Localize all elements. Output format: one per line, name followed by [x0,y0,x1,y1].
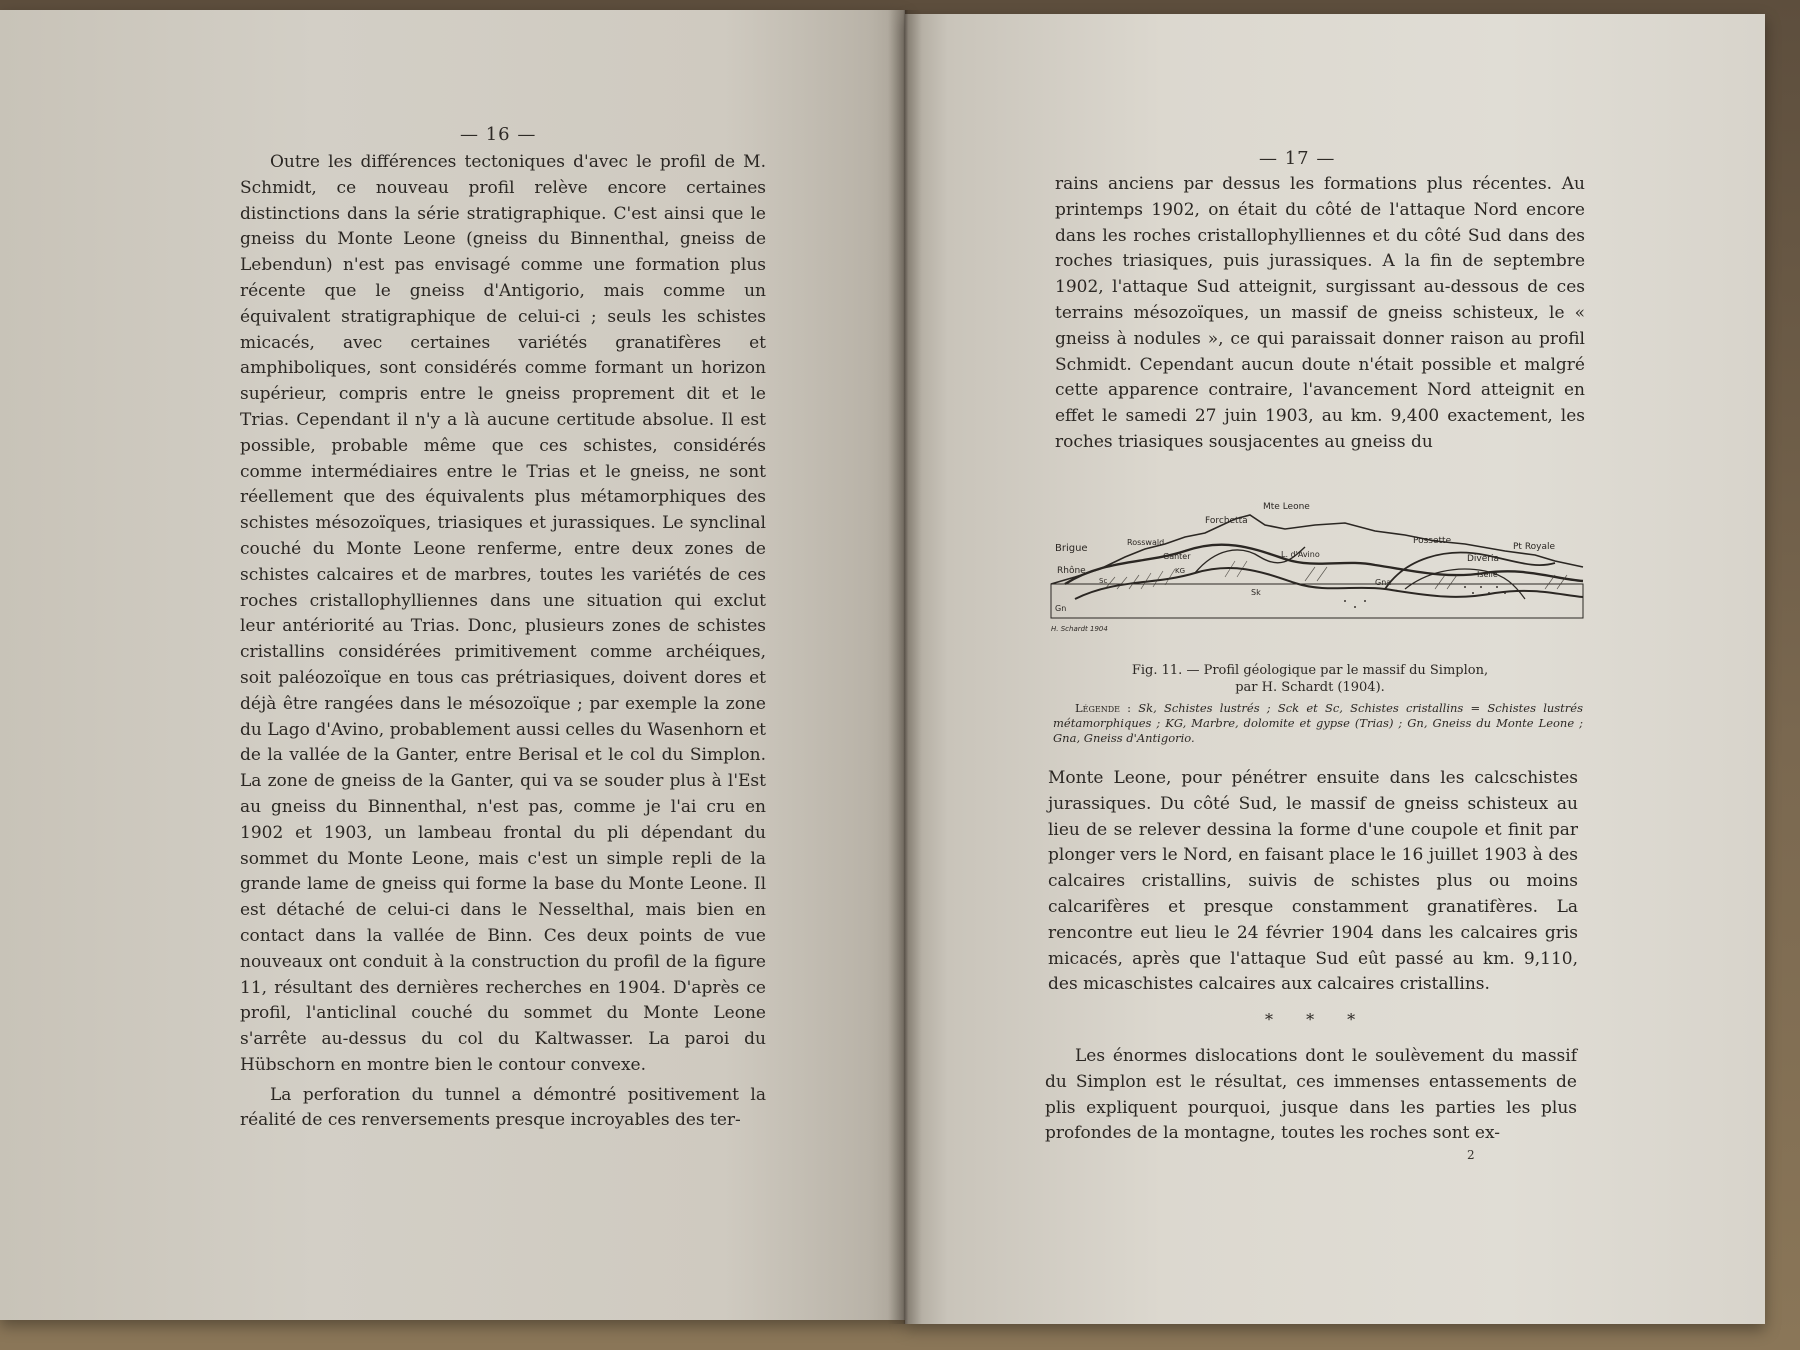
label-sc: Sc [1099,577,1108,585]
right-page-mid-text [1048,766,1578,998]
right-page-bottom-text [1045,1044,1577,1147]
book-gutter [888,10,922,1324]
label-pt-royale: Pt Royale [1513,542,1556,552]
page-number-16: — 16 — [460,124,537,145]
figure-caption-line-2: par H. Schardt (1904). [1235,680,1385,695]
page-number-17: — 17 — [1259,148,1336,169]
legend-text: Sk, Schistes lustrés ; Sck et Sc, Schistes cristallins = Schistes lustrés métamorphiques ; KG, Marbre, dolomite et gypse (Trias) ; Gn, Gneiss du Monte Leone ; Gna, Gneiss d'Antigorio. [1053,701,1583,745]
label-iselle: Iselle [1477,570,1498,579]
label-lago-avino: L. d'Avino [1281,550,1320,559]
right-paragraph-mid: Monte Leone, pour pénétrer ensuite dans les calcschistes jurassiques. Du côté Sud, le massif de gneiss schisteux au lieu de se relever dessina la forme d'une coupole et finit par plonger vers le Nord, en faisant place le 16 juillet 1903 à des calcaires cristallins, suivis de schistes plus ou moins calcarifères et presque constamment granatifères. La rencontre eut lieu le 24 février 1904 dans les calcaires gris micacés, après que l'attaque Sud eût passé au km. 9,110, des micaschistes calcaires aux calcaires cristallins. [1048,768,1578,995]
section-break-stars: * * * [1265,1010,1370,1029]
geologic-profile-figure [1045,489,1585,644]
figure-caption [1055,662,1565,696]
geologic-profile-drawing [1045,489,1585,644]
left-page [0,10,905,1320]
label-brigue: Brigue [1055,543,1088,554]
right-paragraph-top: rains anciens par dessus les formations plus récentes. Au printemps 1902, on était du côté de l'attaque Nord encore dans les roches cristallophylliennes et du côté Sud dans des roches triasiques, puis jurassiques. A la fin de septembre 1902, l'attaque Sud atteignit, surgissant au-dessous de ces terrains mésozoïques, un massif de gneiss schisteux, le « gneiss à nodules », ce qui paraissait donner raison au profil Schmidt. Cependant aucun doute n'était possible et malgré cette apparence contraire, l'avancement Nord atteignit en effet le samedi 27 juin 1903, au km. 9,400 exactement, les roches triasiques sousjacentes au gneiss du [1055,174,1585,452]
label-sk: Sk [1251,588,1261,597]
left-page-body [240,150,766,1134]
label-forchetta: Forchetta [1205,516,1248,526]
label-kg: KG [1175,567,1186,575]
label-possette: Possette [1413,536,1452,546]
label-rhone: Rhône [1057,566,1086,576]
right-page [905,14,1765,1324]
label-diveria: Diveria [1467,554,1500,564]
signature-mark: 2 [1467,1148,1475,1162]
label-author: H. Schardt 1904 [1051,625,1108,633]
label-monte-leone: Mte Leone [1263,502,1310,512]
figure-caption-line-1: Fig. 11. — Profil géologique par le massif du Simplon, [1131,663,1489,678]
label-gna: Gna [1375,578,1392,587]
right-page-top-text [1055,172,1585,456]
left-paragraph-1: Outre les différences tectoniques d'avec le profil de M. Schmidt, ce nouveau profil relève encore certaines distinctions dans la série stratigraphique. C'est ainsi que le gneiss du Monte Leone (gneiss du Binnenthal, gneiss de Lebendun) n'est pas envisagé comme une formation plus récente que le gneiss d'Antigorio, mais comme un équivalent stratigraphique de celui-ci ; seuls les schistes micacés, avec certaines variétés granatifères et amphiboliques, sont considérés comme formant un horizon supérieur, compris entre le gneiss proprement dit et le Trias. Cependant il n'y a là aucune certitude absolue. Il est possible, probable même que ces schistes, considérés comme intermédiaires entre le Trias et le gneiss, ne sont réellement que des équivalents plus métamorphiques des schistes mésozoïques, triasiques et jurassiques. Le synclinal couché du Monte Leone renferme, entre deux zones de schistes calcaires et de marbres, toutes les variétés de ces roches cristallophylliennes dans une situation qui exclut leur antériorité au Trias. Donc, plusieurs zones de schistes cristallins considérées primitivement comme archéiques, soit paléozoïque en tous cas prétriasiques, doivent dores et déjà être rangées dans le mésozoïque ; par exemple la zone du Lago d'Avino, probablement aussi celles du Wasenhorn et de la vallée de la Ganter, entre Berisal et le col du Simplon. La zone de gneiss de la Ganter, qui va se souder plus à l'Est au gneiss du Binnenthal, n'est pas, comme je l'ai cru en 1902 et 1903, un lambeau frontal du pli dépendant du sommet du Monte Leone, mais c'est un simple repli de la grande lame de gneiss qui forme la base du Monte Leone. Il est détaché de celui-ci dans le Nesselthal, mais bien en contact dans la vallée de Binn. Ces deux points de vue nouveaux ont conduit à la construction du profil de la figure 11, résultant des dernières recherches en 1904. D'après ce profil, l'anticlinal couché du sommet du Monte Leone s'arrête au-dessus du col du Kaltwasser. La paroi du Hübschorn en montre bien le contour convexe. [240,152,766,1075]
left-paragraph-2: La perforation du tunnel a démontré positivement la réalité de ces renversements presque incroyables des ter- [240,1084,766,1131]
right-paragraph-bottom: Les énormes dislocations dont le soulèvement du massif du Simplon est le résultat, ces immenses entassements de plis expliquent pourquoi, jusque dans les parties les plus profondes de la montagne, toutes les roches sont ex- [1045,1046,1577,1144]
legend-title: Légende : [1075,701,1132,715]
label-rosswald: Rosswald [1127,538,1165,547]
label-ganter: Ganter [1163,552,1191,561]
label-gn: Gn [1055,604,1067,613]
figure-legend [1053,701,1583,746]
